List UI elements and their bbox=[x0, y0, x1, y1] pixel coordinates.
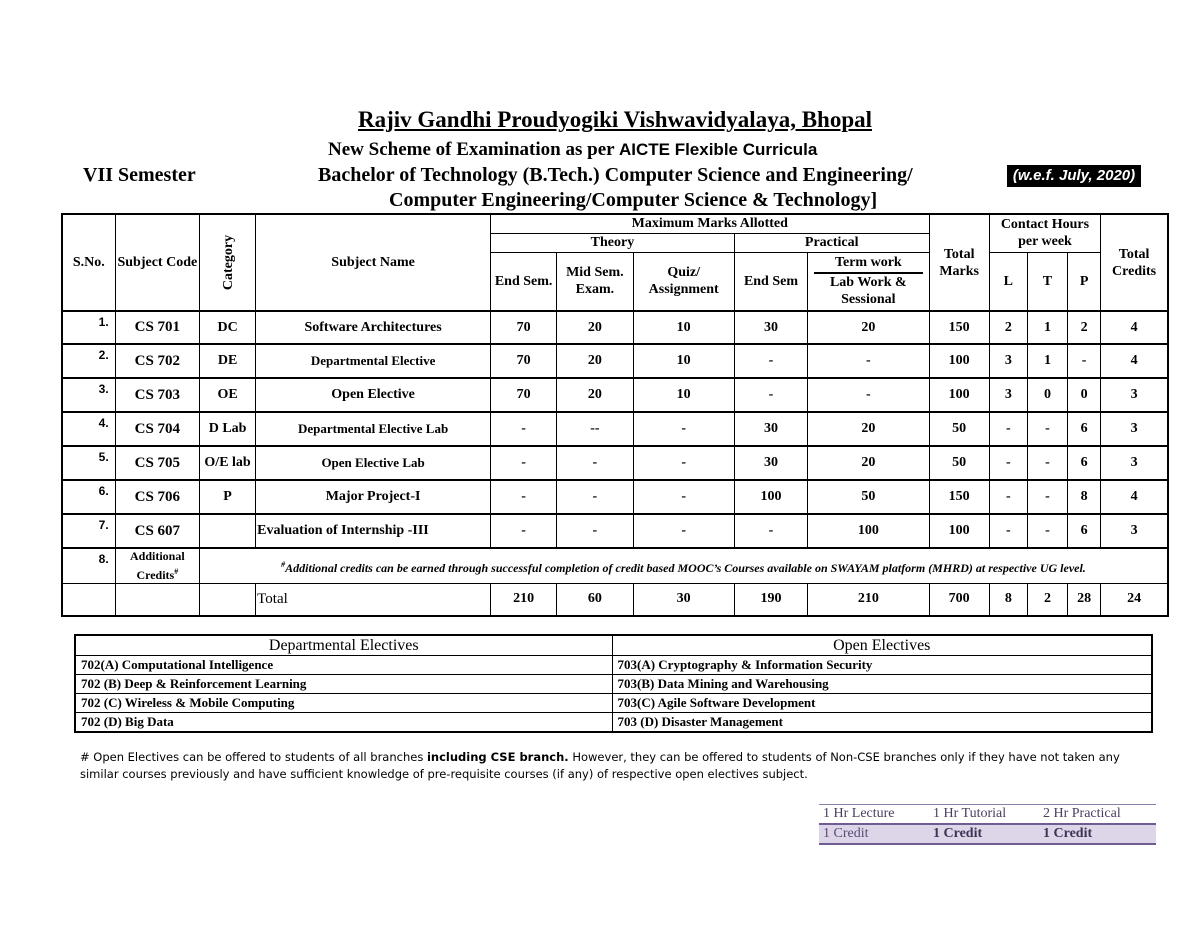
header-total-marks: Total Marks bbox=[929, 214, 989, 311]
row-mid-sem: -- bbox=[557, 412, 633, 446]
row-total-marks: 150 bbox=[929, 480, 989, 514]
header-p: P bbox=[1068, 252, 1101, 311]
total-end-sem: 210 bbox=[491, 584, 557, 616]
header-contact-hours: Contact Hours per week bbox=[989, 214, 1100, 252]
row-end-sem: 70 bbox=[491, 344, 557, 378]
scheme-table bbox=[61, 213, 1169, 617]
row-t: - bbox=[1027, 480, 1067, 514]
table-row bbox=[62, 311, 1168, 344]
row-subject: Major Project-I bbox=[256, 480, 491, 514]
row-p: 6 bbox=[1068, 412, 1101, 446]
row-subject: Open Elective Lab bbox=[256, 446, 491, 480]
row-sno: 8. bbox=[62, 548, 115, 584]
dept-elective-item: 702 (C) Wireless & Mobile Computing bbox=[75, 694, 612, 713]
row-sno: 6. bbox=[62, 480, 115, 514]
total-credits: 24 bbox=[1101, 584, 1168, 616]
row-sno: 3. bbox=[62, 378, 115, 412]
header-theory: Theory bbox=[491, 233, 735, 252]
credit-legend bbox=[819, 804, 1156, 845]
additional-credits-note bbox=[199, 548, 1168, 584]
row-mid-sem: 20 bbox=[557, 344, 633, 378]
dept-elective-item: 702(A) Computational Intelligence bbox=[75, 656, 612, 675]
row-l: - bbox=[989, 446, 1027, 480]
scheme-title bbox=[328, 139, 817, 161]
row-category: O/E lab bbox=[199, 446, 255, 480]
row-l: - bbox=[989, 514, 1027, 548]
header-quiz: Quiz/ Assignment bbox=[633, 252, 734, 311]
row-category: OE bbox=[199, 378, 255, 412]
row-total-marks: 100 bbox=[929, 378, 989, 412]
row-end-sem-practical: - bbox=[734, 378, 807, 412]
row-quiz: 10 bbox=[633, 344, 734, 378]
row-l: 2 bbox=[989, 311, 1027, 344]
row-end-sem: 70 bbox=[491, 378, 557, 412]
header-term-work-label: Term work bbox=[814, 254, 922, 274]
row-total-marks: 50 bbox=[929, 412, 989, 446]
header-term-work bbox=[808, 252, 929, 311]
total-t: 2 bbox=[1027, 584, 1067, 616]
row-mid-sem: - bbox=[557, 480, 633, 514]
row-sno: 5. bbox=[62, 446, 115, 480]
programme-title: Bachelor of Technology (B.Tech.) Computer Science and Engineering/ bbox=[318, 164, 913, 186]
dept-electives-title: Departmental Electives bbox=[75, 635, 612, 656]
row-end-sem-practical: - bbox=[734, 514, 807, 548]
row-category: DE bbox=[199, 344, 255, 378]
row-end-sem: - bbox=[491, 480, 557, 514]
row-quiz: 10 bbox=[633, 378, 734, 412]
row-t: 1 bbox=[1027, 344, 1067, 378]
row-end-sem-practical: 30 bbox=[734, 311, 807, 344]
row-quiz: - bbox=[633, 446, 734, 480]
electives-table bbox=[74, 634, 1153, 733]
row-code: CS 702 bbox=[115, 344, 199, 378]
footnote-part-b: including CSE branch. bbox=[426, 750, 569, 764]
header-category bbox=[199, 214, 255, 311]
row-credits: 4 bbox=[1101, 344, 1168, 378]
row-l: - bbox=[989, 480, 1027, 514]
row-subject: Departmental Elective bbox=[256, 344, 491, 378]
row-p: 8 bbox=[1068, 480, 1101, 514]
row-mid-sem: 20 bbox=[557, 378, 633, 412]
table-row bbox=[62, 412, 1168, 446]
row-sno: 2. bbox=[62, 344, 115, 378]
row-code: CS 704 bbox=[115, 412, 199, 446]
table-row bbox=[62, 480, 1168, 514]
row-t: - bbox=[1027, 514, 1067, 548]
row-category bbox=[199, 514, 255, 548]
semester-label: VII Semester bbox=[83, 164, 196, 186]
table-row bbox=[62, 378, 1168, 412]
row-category: DC bbox=[199, 311, 255, 344]
total-l: 8 bbox=[989, 584, 1027, 616]
row-total-marks: 100 bbox=[929, 514, 989, 548]
row-t: - bbox=[1027, 446, 1067, 480]
row-total-marks: 150 bbox=[929, 311, 989, 344]
row-code: CS 703 bbox=[115, 378, 199, 412]
row-code: CS 706 bbox=[115, 480, 199, 514]
header-max-marks: Maximum Marks Allotted bbox=[491, 214, 930, 233]
row-l: - bbox=[989, 412, 1027, 446]
row-code: CS 701 bbox=[115, 311, 199, 344]
row-end-sem-practical: 30 bbox=[734, 446, 807, 480]
university-title: Rajiv Gandhi Proudyogiki Vishwavidyalaya, Bhopal bbox=[357, 107, 873, 132]
table-row-total bbox=[62, 584, 1168, 616]
row-category: P bbox=[199, 480, 255, 514]
row-lab-work: 100 bbox=[808, 514, 929, 548]
row-lab-work: - bbox=[808, 344, 929, 378]
total-lab-work: 210 bbox=[808, 584, 929, 616]
scheme-title-a: New Scheme of Examination as per bbox=[328, 139, 619, 160]
row-mid-sem: - bbox=[557, 514, 633, 548]
header-category-text: Category bbox=[221, 234, 237, 291]
row-sno: 1. bbox=[62, 311, 115, 344]
row-lab-work: 20 bbox=[808, 412, 929, 446]
row-credits: 3 bbox=[1101, 446, 1168, 480]
row-subject: Software Architectures bbox=[256, 311, 491, 344]
row-t: - bbox=[1027, 412, 1067, 446]
total-end-sem-practical: 190 bbox=[734, 584, 807, 616]
wef-badge: (w.e.f. July, 2020) bbox=[1007, 165, 1141, 187]
row-lab-work: - bbox=[808, 378, 929, 412]
row-credits: 3 bbox=[1101, 514, 1168, 548]
open-elective-item: 703 (D) Disaster Management bbox=[612, 713, 1152, 733]
row-quiz: - bbox=[633, 412, 734, 446]
additional-credits-label: Additional Credits bbox=[129, 549, 185, 582]
note-text: Additional credits can be earned through successful completion of credit based MOOC’s Courses available on SWAYAM platform (MHRD) at respective UG level. bbox=[285, 560, 1086, 575]
additional-credits-mark: # bbox=[174, 567, 179, 576]
open-electives-title: Open Electives bbox=[612, 635, 1152, 656]
row-l: 3 bbox=[989, 378, 1027, 412]
row-mid-sem: - bbox=[557, 446, 633, 480]
row-quiz: - bbox=[633, 514, 734, 548]
row-end-sem-practical: 100 bbox=[734, 480, 807, 514]
row-subject: Departmental Elective Lab bbox=[256, 412, 491, 446]
row-end-sem: - bbox=[491, 412, 557, 446]
legend-practical: 2 Hr Practical bbox=[1039, 805, 1156, 825]
row-subject: Open Elective bbox=[256, 378, 491, 412]
header-practical: Practical bbox=[734, 233, 929, 252]
legend-lecture: 1 Hr Lecture bbox=[819, 805, 929, 825]
footnote bbox=[80, 749, 1140, 783]
row-end-sem: - bbox=[491, 446, 557, 480]
row-code: CS 705 bbox=[115, 446, 199, 480]
row-t: 1 bbox=[1027, 311, 1067, 344]
footnote-part-c: However, they can be offered to students of Non-CSE branches only if they have not taken any similar courses previously and have sufficient knowledge of pre-requisite courses (if any) of respective open electives subject. bbox=[80, 750, 1120, 781]
legend-tutorial: 1 Hr Tutorial bbox=[929, 805, 1039, 825]
row-end-sem-practical: 30 bbox=[734, 412, 807, 446]
legend-credit-3: 1 Credit bbox=[1039, 824, 1156, 844]
programme-title-2: Computer Engineering/Computer Science & Technology] bbox=[389, 189, 878, 211]
table-row bbox=[62, 344, 1168, 378]
row-l: 3 bbox=[989, 344, 1027, 378]
legend-credit-2: 1 Credit bbox=[929, 824, 1039, 844]
row-total-marks: 100 bbox=[929, 344, 989, 378]
row-end-sem: - bbox=[491, 514, 557, 548]
row-sno: 4. bbox=[62, 412, 115, 446]
total-quiz: 30 bbox=[633, 584, 734, 616]
row-lab-work: 20 bbox=[808, 311, 929, 344]
table-row bbox=[62, 514, 1168, 548]
note-mark: # bbox=[281, 559, 286, 569]
legend-credit-1: 1 Credit bbox=[819, 824, 929, 844]
total-label: Total bbox=[256, 584, 491, 616]
open-elective-item: 703(A) Cryptography & Information Security bbox=[612, 656, 1152, 675]
row-code: CS 607 bbox=[115, 514, 199, 548]
header-mid-sem: Mid Sem. Exam. bbox=[557, 252, 633, 311]
total-p: 28 bbox=[1068, 584, 1101, 616]
scheme-title-b: AICTE Flexible Curricula bbox=[618, 140, 818, 159]
open-elective-item: 703(B) Data Mining and Warehousing bbox=[612, 675, 1152, 694]
row-mid-sem: 20 bbox=[557, 311, 633, 344]
row-lab-work: 20 bbox=[808, 446, 929, 480]
row-p: 6 bbox=[1068, 514, 1101, 548]
row-code-additional bbox=[115, 548, 199, 584]
row-end-sem: 70 bbox=[491, 311, 557, 344]
row-p: 6 bbox=[1068, 446, 1101, 480]
row-credits: 3 bbox=[1101, 412, 1168, 446]
row-p: 2 bbox=[1068, 311, 1101, 344]
row-quiz: 10 bbox=[633, 311, 734, 344]
row-t: 0 bbox=[1027, 378, 1067, 412]
row-total-marks: 50 bbox=[929, 446, 989, 480]
row-lab-work: 50 bbox=[808, 480, 929, 514]
row-end-sem-practical: - bbox=[734, 344, 807, 378]
row-subject: Evaluation of Internship -III bbox=[256, 514, 491, 548]
row-credits: 4 bbox=[1101, 311, 1168, 344]
header-sno: S.No. bbox=[62, 214, 115, 311]
row-sno: 7. bbox=[62, 514, 115, 548]
table-row bbox=[62, 446, 1168, 480]
total-mid-sem: 60 bbox=[557, 584, 633, 616]
dept-elective-item: 702 (B) Deep & Reinforcement Learning bbox=[75, 675, 612, 694]
row-quiz: - bbox=[633, 480, 734, 514]
footnote-part-a: # Open Electives can be offered to students of all branches bbox=[80, 750, 427, 764]
row-credits: 4 bbox=[1101, 480, 1168, 514]
header-subject-code: Subject Code bbox=[115, 214, 199, 311]
row-p: - bbox=[1068, 344, 1101, 378]
row-p: 0 bbox=[1068, 378, 1101, 412]
open-elective-item: 703(C) Agile Software Development bbox=[612, 694, 1152, 713]
total-marks: 700 bbox=[929, 584, 989, 616]
header-lab-work: Lab Work & Sessional bbox=[829, 275, 907, 308]
header-l: L bbox=[989, 252, 1027, 311]
header-end-sem: End Sem. bbox=[491, 252, 557, 311]
header-t: T bbox=[1027, 252, 1067, 311]
row-credits: 3 bbox=[1101, 378, 1168, 412]
row-category: D Lab bbox=[199, 412, 255, 446]
table-row-additional bbox=[62, 548, 1168, 584]
header-end-sem-practical: End Sem bbox=[734, 252, 807, 311]
header-subject-name: Subject Name bbox=[256, 214, 491, 311]
header-total-credits: Total Credits bbox=[1101, 214, 1168, 311]
dept-elective-item: 702 (D) Big Data bbox=[75, 713, 612, 733]
